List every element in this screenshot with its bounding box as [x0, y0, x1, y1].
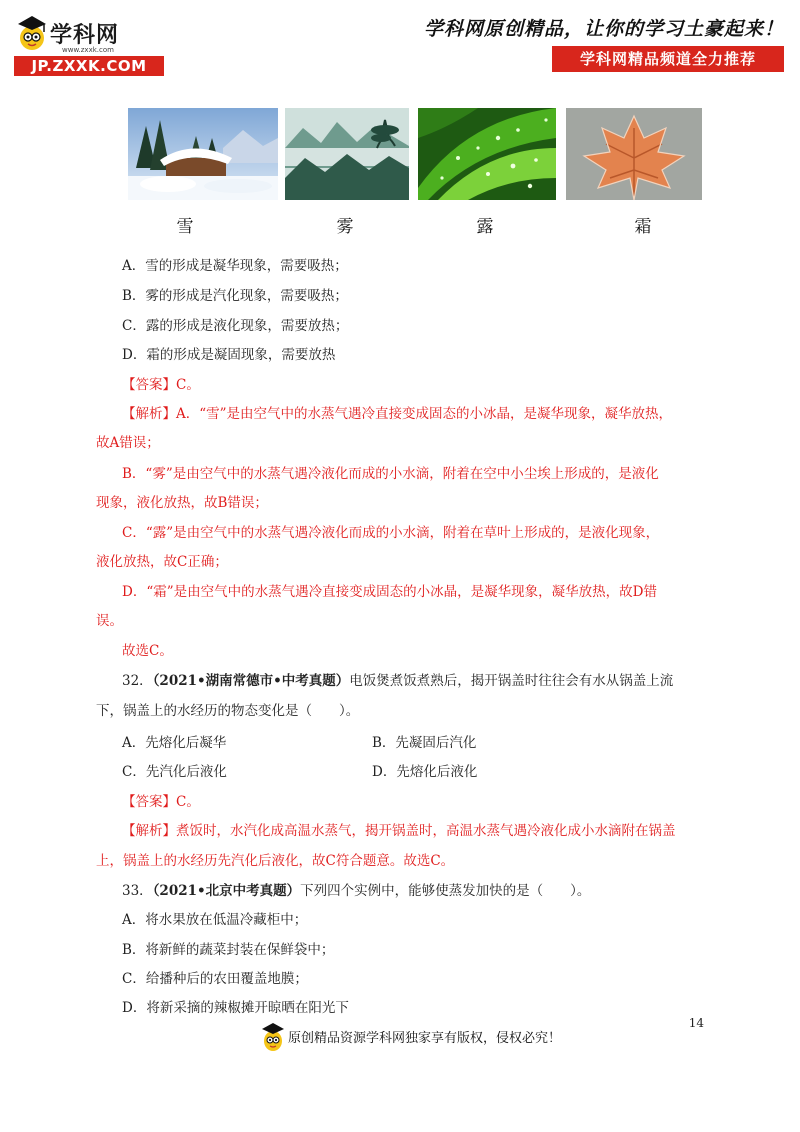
caption-frost: 霜 [634, 217, 652, 237]
q31-analysis-line: C．“露”是由空气中的水蒸气遇冷液化而成的小水滴，附着在草叶上形成的，是液化现象， [122, 525, 660, 541]
q33-option-a: A．将水果放在低温冷藏柜中； [122, 912, 308, 928]
q33-stem-text: 下列四个实例中，能够使蒸发加快的是（ ）。 [300, 883, 591, 899]
snow-cabin-photo [128, 108, 278, 200]
q31-analysis-line: D．“霜”是由空气中的水蒸气遇冷直接变成固态的小冰晶，是凝华现象，凝华放热，故D错 [122, 584, 657, 600]
mascot-icon [14, 12, 50, 52]
q31-option-a: A．雪的形成是凝华现象，需要吸热； [122, 258, 348, 274]
q32-stem-continued: 下，锅盖上的水经历的物态变化是（ ）。 [96, 703, 360, 719]
caption-dew: 露 [476, 217, 494, 237]
page-number: 14 [688, 1016, 704, 1030]
q32-option-d: D．先熔化后液化 [372, 764, 478, 780]
q31-option-d: D．霜的形成是凝固现象，需要放热 [122, 347, 336, 363]
q33-stem [122, 879, 590, 899]
q31-analysis-line: 现象，液化放热，故B错误； [96, 495, 268, 511]
caption-fog: 雾 [336, 217, 354, 237]
logo-url-banner[interactable]: JP.ZXXK.COM [14, 56, 164, 76]
q32-analysis-line: 上，锅盖上的水经历先汽化后液化，故C符合题意。故选C。 [96, 853, 455, 869]
footer-notice [256, 1020, 586, 1056]
q31-option-c: C．露的形成是液化现象，需要放热； [122, 318, 349, 334]
fog-mountain-photo [285, 108, 435, 200]
logo-title: 学科网 [50, 23, 120, 48]
frost-leaf-photo [566, 108, 716, 200]
q31-analysis-line: B．“雾”是由空气中的水蒸气遇冷液化而成的小水滴，附着在空中小尘埃上形成的，是液化 [122, 466, 659, 482]
q32-stem-text: 电饭煲煮饭煮熟后，揭开锅盖时往往会有水从锅盖上流 [349, 673, 674, 689]
q31-analysis-line: 液化放热，故C正确； [96, 554, 228, 570]
q33-option-b: B．将新鲜的蔬菜封装在保鲜袋中； [122, 942, 335, 958]
mascot-icon [260, 1020, 286, 1052]
q32-option-b: B．先凝固后汽化 [372, 735, 477, 751]
q32-option-a: A．先熔化后凝华 [122, 735, 227, 751]
q31-option-b: B．雾的形成是汽化现象，需要吸热； [122, 288, 348, 304]
logo-subtitle: www.zxxk.com [62, 46, 114, 54]
q32-analysis-line: 【解析】煮饭时，水汽化成高温水蒸气，揭开锅盖时，高温水蒸气遇冷液化成小水滴附在锅盖 [122, 823, 676, 839]
q33-number: 33． [122, 883, 153, 899]
q32-stem [122, 669, 673, 689]
q33-source: （2021•北京中考真题） [152, 883, 301, 899]
q31-analysis-line: 【解析】A．“雪”是由空气中的水蒸气遇冷直接变成固态的小冰晶，是凝华现象，凝华放热， [122, 406, 673, 422]
q32-option-c: C．先汽化后液化 [122, 764, 227, 780]
q32-number: 32． [122, 673, 153, 689]
q32-source: （2021•湖南常德市•中考真题） [152, 673, 350, 689]
dew-leaf-photo [418, 108, 568, 200]
header-slogan: 学科网原创精品，让你的学习土豪起来！ [423, 18, 784, 40]
q33-option-d: D．将新采摘的辣椒摊开晾晒在阳光下 [122, 1000, 349, 1016]
q33-option-c: C．给播种后的农田覆盖地膜； [122, 971, 308, 987]
site-logo[interactable] [8, 8, 163, 76]
q31-analysis-line: 故A错误； [96, 435, 160, 451]
q31-analysis-line: 故选C。 [122, 643, 173, 659]
channel-banner[interactable]: 学科网精品频道全力推荐 [552, 46, 784, 72]
caption-snow: 雪 [176, 217, 194, 237]
q32-answer: 【答案】C。 [122, 794, 200, 810]
q31-answer: 【答案】C。 [122, 377, 200, 393]
footer-copyright: 原创精品资源学科网独家享有版权，侵权必究！ [288, 1031, 562, 1046]
q31-analysis-line: 误。 [96, 613, 123, 629]
